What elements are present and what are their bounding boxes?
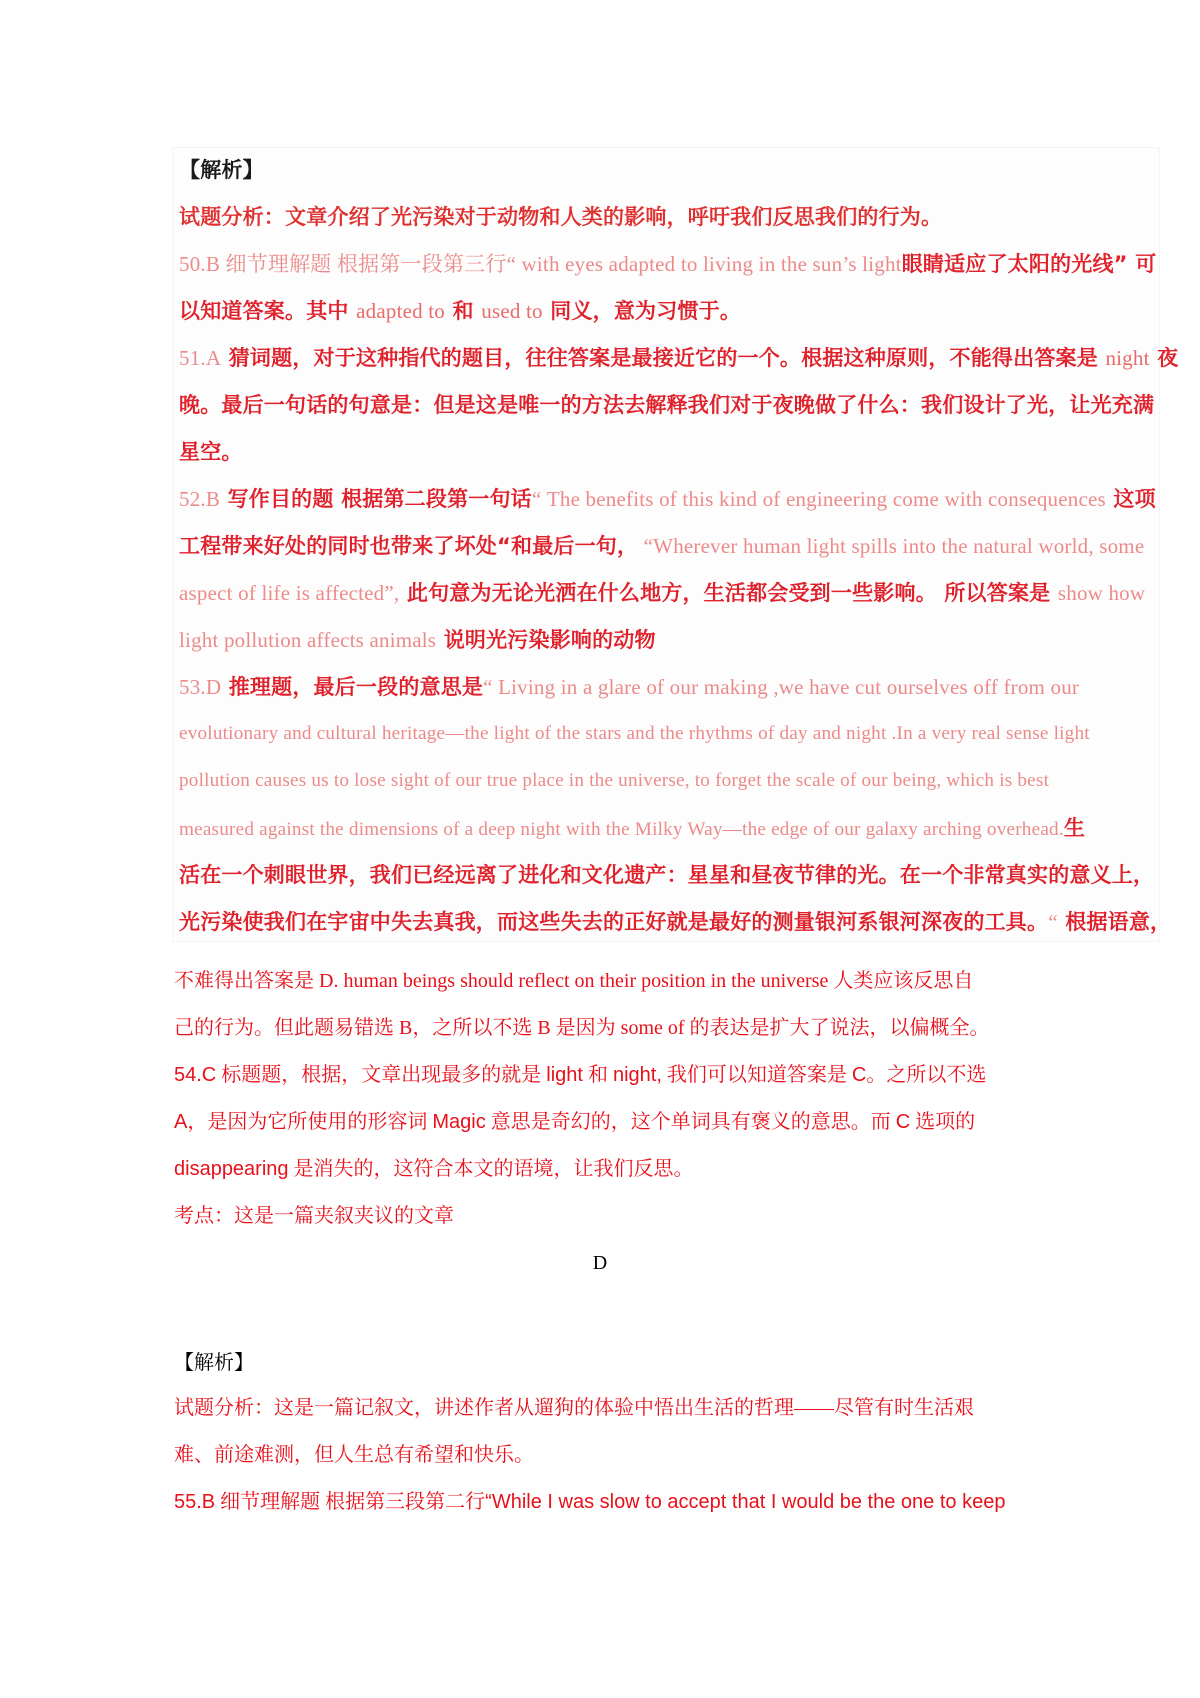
q53-line-1: 53.D 推理题，最后一段的意思是“ Living in a glare of our making ,we have cut ourselves off from our [179, 675, 1080, 699]
q53-line-5: 活在一个刺眼世界，我们已经远离了进化和文化遗产：星星和昼夜节律的光。在一个非常真实的意义上， [179, 863, 1155, 887]
q53-line-4: measured against the dimensions of a deep night with the Milky Way—the edge of our galaxy arching overhead.生 [179, 816, 1086, 840]
q50-line-1: 50.B 细节理解题 根据第一段第三行“ with eyes adapted to living in the sun’s light眼睛适应了太阳的光线” 可 [179, 252, 1157, 276]
q51-line-2: 晚。最后一句话的句意是：但是这是唯一的方法去解释我们对于夜晚做了什么：我们设计了光，让光充满 [179, 393, 1155, 417]
q53-line-6: 光污染使我们在宇宙中失去真我，而这些失去的正好就是最好的测量银河系银河深夜的工具。“ 根据语意， [179, 910, 1172, 934]
key-point: 考点：这是一篇夹叙夹议的文章 [174, 1205, 454, 1227]
q53-continuation-2: 己的行为。但此题易错选 B，之所以不选 B 是因为 some of 的表达是扩大了说法，以偏概全。 [174, 1017, 990, 1039]
q52-line-1: 52.B 写作目的题 根据第二段第一句话“ The benefits of this kind of engineering come with consequences 这项 [179, 487, 1156, 511]
q55-line-1: 55.B 细节理解题 根据第三段第二行“While I was slow to accept that I would be the one to keep [174, 1491, 1006, 1513]
q54-line-3: disappearing 是消失的，这符合本文的语境，让我们反思。 [174, 1158, 694, 1180]
analysis-summary-2-line-1: 试题分析：这是一篇记叙文，讲述作者从遛狗的体验中悟出生活的哲理——尽管有时生活艰 [174, 1397, 974, 1419]
q54-line-2: A，是因为它所使用的形容词 Magic 意思是奇幻的，这个单词具有褒义的意思。而 C 选项的 [174, 1111, 976, 1133]
q52-line-3: aspect of life is affected”, 此句意为无论光洒在什么地方，生活都会受到一些影响。 所以答案是 show how [179, 581, 1146, 605]
q53-line-3: pollution causes us to lose sight of our true place in the universe, to forget the scale of our being, which is best [179, 770, 1050, 791]
analysis-summary-2-line-2: 难、前途难测，但人生总有希望和快乐。 [174, 1444, 534, 1466]
q52-line-2: 工程带来好处的同时也带来了坏处“和最后一句， “Wherever human light spills into the natural world, some [179, 534, 1145, 558]
q50-line-2: 以知道答案。其中 adapted to 和 used to 同义，意为习惯于。 [179, 299, 742, 323]
q52-line-4: light pollution affects animals 说明光污染影响的动物 [179, 628, 656, 652]
analysis-summary: 试题分析：文章介绍了光污染对于动物和人类的影响，呼吁我们反思我们的行为。 [179, 205, 943, 229]
analysis-heading-2: 【解析】 [174, 1352, 254, 1374]
analysis-heading: 【解析】 [179, 158, 264, 182]
q51-line-3: 星空。 [179, 440, 243, 464]
q51-line-1: 51.A 猜词题，对于这种指代的题目，往往答案是最接近它的一个。根据这种原则，不能得出答案是 night 夜 [179, 346, 1179, 370]
q53-continuation-1: 不难得出答案是 D. human beings should reflect on their position in the universe 人类应该反思自 [174, 970, 974, 992]
q53-line-2: evolutionary and cultural heritage—the light of the stars and the rhythms of day and night .In a very real sense light [179, 723, 1090, 744]
passage-letter: D [592, 1252, 608, 1274]
q54-line-1: 54.C 标题题，根据，文章出现最多的就是 light 和 night, 我们可以知道答案是 C。之所以不选 [174, 1064, 987, 1086]
scanned-answer-image [173, 148, 1179, 941]
